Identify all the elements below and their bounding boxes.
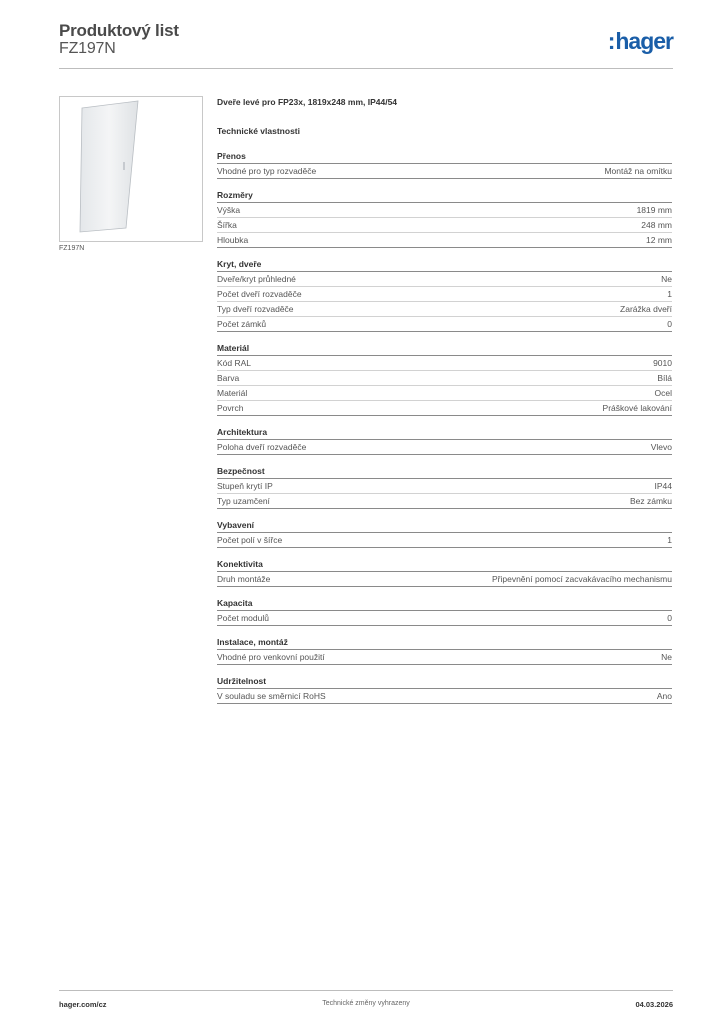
spec-group-title: Kapacita [217,597,672,611]
logo-text: hager [615,28,673,54]
spec-group [217,342,672,416]
spec-value: 1 [667,535,672,545]
spec-group-title: Přenos [217,150,672,164]
spec-row [217,401,672,416]
spec-label: Počet polí v šířce [217,535,283,545]
spec-group [217,558,672,587]
spec-value: Ne [661,652,672,662]
spec-group-title: Materiál [217,342,672,356]
spec-row [217,650,672,665]
spec-value: Zarážka dveří [620,304,672,314]
spec-group [217,675,672,704]
logo-colon-mark: : [607,28,615,54]
spec-label: Kód RAL [217,358,252,368]
spec-group-title: Kryt, dveře [217,258,672,272]
door-panel-illustration [70,100,190,233]
footer-notice: Technické změny vyhrazeny [322,1000,410,1007]
spec-group-title: Instalace, montáž [217,636,672,650]
spec-label: Počet modulů [217,613,269,623]
spec-label: Druh montáže [217,574,271,584]
spec-label: Vhodné pro venkovní použití [217,652,325,662]
spec-group [217,597,672,626]
spec-group [217,519,672,548]
document-title: Produktový list [59,21,179,40]
spec-label: Šířka [217,220,237,230]
spec-group-title: Architektura [217,426,672,440]
spec-label: Počet zámků [217,319,267,329]
spec-value: Bez zámku [629,496,672,506]
spec-row [217,356,672,371]
footer-date: 04.03.2026 [635,1000,673,1009]
spec-group [217,636,672,665]
spec-group-title: Bezpečnost [217,465,672,479]
image-caption: FZ197N [59,245,85,252]
spec-row [217,371,672,386]
spec-value: Ano [656,691,672,701]
spec-group [217,258,672,332]
spec-group-title: Vybavení [217,519,672,533]
product-image [59,96,203,242]
spec-value: 1 [667,289,672,299]
spec-label: Stupeň krytí IP [217,481,273,491]
specifications [217,96,672,704]
spec-value: 9010 [653,358,672,368]
footer-website: hager.com/cz [59,1000,107,1009]
spec-label: Typ dveří rozvaděče [217,304,294,314]
spec-value: Ocel [654,388,672,398]
spec-row [217,386,672,401]
spec-row [217,479,672,494]
spec-groups [217,150,672,704]
spec-label: Hloubka [217,235,249,245]
spec-row [217,272,672,287]
spec-label: Povrch [217,403,244,413]
spec-group [217,465,672,509]
spec-group [217,150,672,179]
spec-row [217,689,672,704]
spec-row [217,572,672,587]
spec-group-title: Konektivita [217,558,672,572]
spec-value: Bílá [657,373,672,383]
product-description: Dveře levé pro FP23x, 1819x248 mm, IP44/54 [217,97,398,107]
spec-row [217,494,672,509]
spec-label: Vhodné pro typ rozvaděče [217,166,317,176]
spec-value: 12 mm [646,235,672,245]
spec-label: V souladu se směrnicí RoHS [217,691,326,701]
spec-label: Počet dveří rozvaděče [217,289,302,299]
spec-row [217,533,672,548]
spec-value: Práškové lakování [602,403,672,413]
spec-group-title: Rozměry [217,189,672,203]
spec-label: Typ uzamčení [217,496,270,506]
spec-value: 248 mm [641,220,672,230]
spec-label: Barva [217,373,240,383]
spec-row [217,611,672,626]
spec-value: Montáž na omítku [604,166,672,176]
spec-label: Materiál [217,388,248,398]
spec-label: Dveře/kryt průhledné [217,274,296,284]
spec-label: Poloha dveří rozvaděče [217,442,307,452]
product-code: FZ197N [59,40,116,57]
specs-heading: Technické vlastnosti [217,126,300,136]
hager-logo [608,28,673,55]
spec-row [217,218,672,233]
spec-row [217,233,672,248]
spec-row [217,317,672,332]
spec-group [217,189,672,248]
page-footer [59,990,673,1015]
spec-value: IP44 [654,481,672,491]
page-header [59,20,673,69]
spec-value: Připevnění pomocí zacvakávacího mechanismu [491,574,672,584]
spec-row [217,203,672,218]
spec-value: Vlevo [650,442,672,452]
spec-label: Výška [217,205,241,215]
spec-value: 0 [667,613,672,623]
spec-row [217,287,672,302]
spec-group-title: Udržitelnost [217,675,672,689]
spec-value: 0 [667,319,672,329]
spec-row [217,440,672,455]
spec-group [217,426,672,455]
spec-value: Ne [661,274,672,284]
spec-row [217,302,672,317]
spec-row [217,164,672,179]
spec-value: 1819 mm [636,205,672,215]
